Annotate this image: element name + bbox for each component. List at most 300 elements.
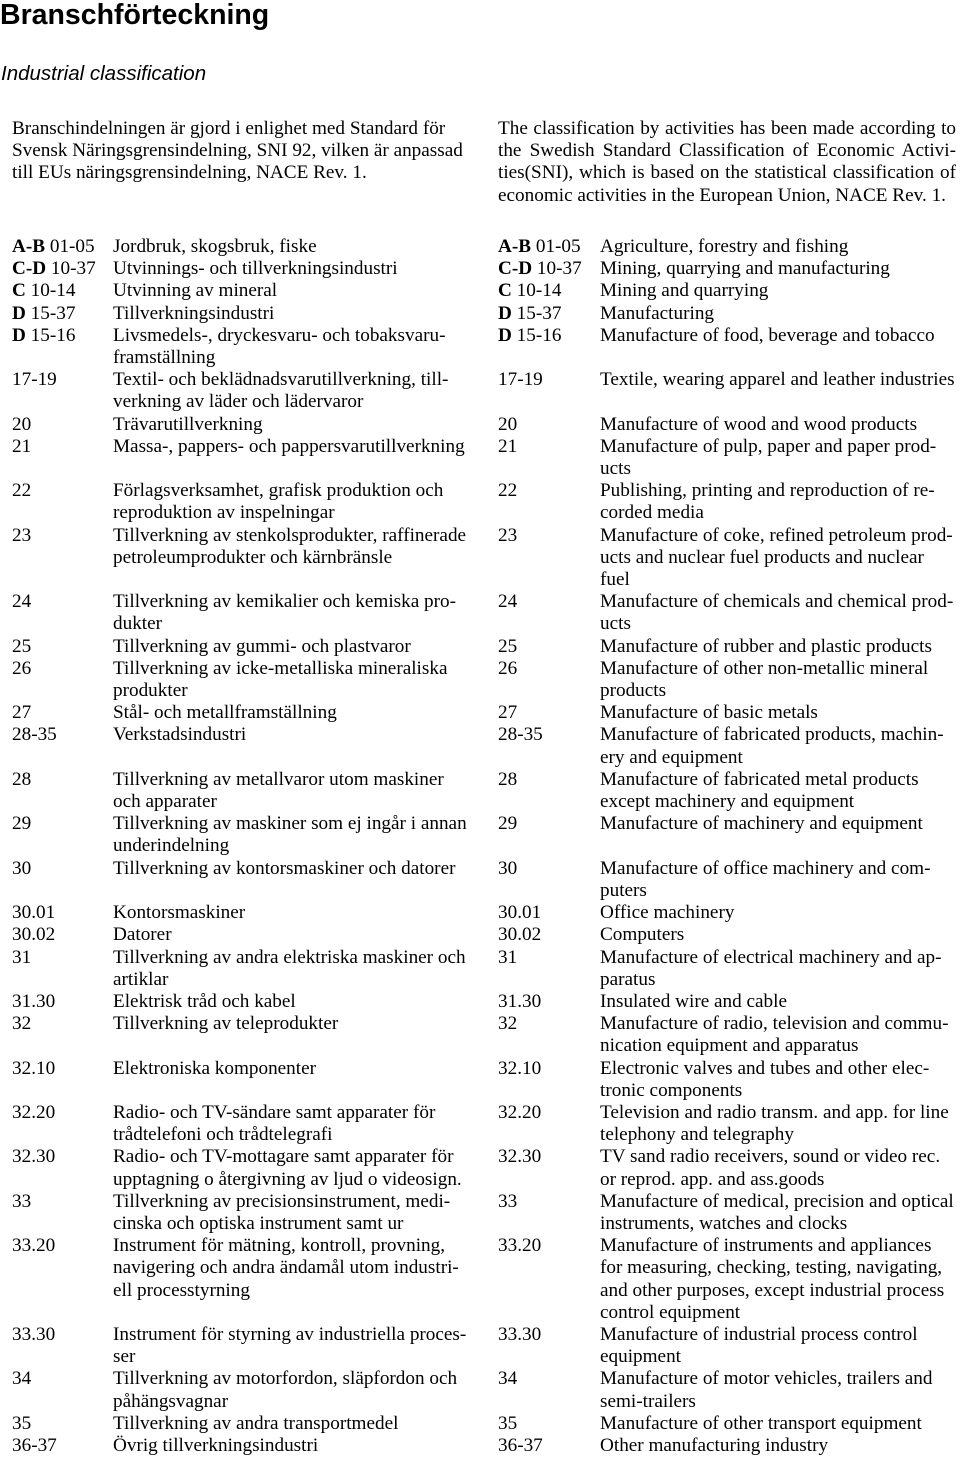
- description-en: [600, 902, 960, 924]
- intro-line: Branschindelningen är gjord i enlighet med Standard för: [12, 118, 446, 139]
- activity-code-en: [498, 1146, 600, 1190]
- code-number: 10-14: [30, 280, 76, 302]
- code-number: 17-19: [12, 369, 57, 391]
- description-sv: [113, 636, 498, 658]
- activity-code-en: [498, 902, 600, 924]
- description-sv: [113, 280, 498, 302]
- code-number: 15-16: [30, 324, 76, 346]
- code-number: 36-37: [498, 1434, 543, 1456]
- code-number: 32: [12, 1013, 32, 1035]
- intro-swedish: [12, 118, 482, 185]
- section-letter: D: [12, 302, 26, 324]
- code-number: 22: [498, 480, 518, 502]
- code-number: 31: [12, 946, 32, 968]
- activity-code-sv: [12, 325, 113, 369]
- description-line: ery and equipment: [600, 746, 743, 768]
- activity-code-en: [498, 280, 600, 302]
- description-line: Manufacture of electrical machinery and ap-: [600, 946, 942, 968]
- description-line: and other purposes, except industrial process: [600, 1279, 945, 1301]
- activity-code-en: [498, 1102, 600, 1146]
- description-sv: [113, 325, 498, 369]
- description-line: upptagning o återgivning av ljud o videosign.: [113, 1168, 462, 1190]
- code-number: 33.30: [12, 1323, 56, 1345]
- description-line: Mining and quarrying: [600, 280, 769, 302]
- activity-code-en: [498, 1368, 600, 1412]
- description-en: [600, 369, 960, 413]
- code-number: 17-19: [498, 369, 543, 391]
- classification-row: [12, 1368, 960, 1412]
- description-en: [600, 1413, 960, 1435]
- description-line: Agriculture, forestry and fishing: [600, 236, 849, 257]
- description-line: Manufacture of motor vehicles, trailers and: [600, 1368, 933, 1390]
- classification-row: [12, 1013, 960, 1057]
- description-line: Trävarutillverkning: [113, 413, 263, 435]
- description-line: Manufacture of machinery and equipment: [600, 813, 923, 835]
- description-sv: [113, 902, 498, 924]
- description-en: [600, 1191, 960, 1235]
- description-sv: [113, 1146, 498, 1190]
- code-number: 15-37: [30, 302, 76, 324]
- activity-code-en: [498, 658, 600, 702]
- description-line: Publishing, printing and reproduction of re-: [600, 480, 935, 502]
- activity-code-en: [498, 769, 600, 813]
- description-line: Förlagsverksamhet, grafisk produktion och: [113, 480, 444, 502]
- description-line: Manufacture of basic metals: [600, 702, 818, 724]
- description-line: Stål- och metallframställning: [113, 702, 337, 724]
- activity-code-en: [498, 1435, 600, 1457]
- code-number: 32.20: [498, 1101, 542, 1123]
- code-number: 21: [12, 435, 32, 457]
- code-number: 23: [498, 524, 518, 546]
- activity-code-en: [498, 325, 600, 369]
- activity-code-sv: [12, 1191, 113, 1235]
- code-number: 32.10: [12, 1057, 56, 1079]
- activity-code-en: [498, 1058, 600, 1102]
- description-sv: [113, 924, 498, 946]
- code-number: 33: [12, 1190, 32, 1212]
- activity-code-en: [498, 303, 600, 325]
- description-line: Datorer: [113, 924, 172, 946]
- description-line: puters: [600, 879, 647, 901]
- description-line: except machinery and equipment: [600, 791, 855, 813]
- code-number: 33.20: [498, 1235, 542, 1257]
- classification-table: [12, 236, 960, 1457]
- description-line: Textil- och beklädnadsvarutillverkning, till-: [113, 369, 449, 391]
- description-en: [600, 947, 960, 991]
- description-line: cinska och optiska instrument samt ur: [113, 1212, 404, 1234]
- activity-code-sv: [12, 1013, 113, 1057]
- intro-line: till EUs näringsgrensindelning, NACE Rev. 1.: [12, 162, 367, 184]
- description-line: Livsmedels-, dryckesvaru- och tobaksvaru-: [113, 324, 446, 346]
- description-line: påhängsvagnar: [113, 1390, 229, 1412]
- description-line: products: [600, 680, 667, 702]
- description-line: Elektroniska komponenter: [113, 1057, 317, 1079]
- description-line: Tillverkning av gummi- och plastvaror: [113, 635, 411, 657]
- description-line: Tillverkning av maskiner som ej ingår i annan: [113, 813, 467, 835]
- description-line: framställning: [113, 347, 216, 369]
- activity-code-en: [498, 436, 600, 480]
- description-sv: [113, 1191, 498, 1235]
- classification-row: [12, 858, 960, 902]
- intro-line: The classification by activities has been made according to: [498, 118, 956, 139]
- description-line: Manufacture of fabricated metal products: [600, 768, 919, 790]
- description-sv: [113, 258, 498, 280]
- description-line: Manufacturing: [600, 302, 715, 324]
- description-en: [600, 658, 960, 702]
- description-line: Manufacture of fabricated products, machin-: [600, 724, 944, 746]
- activity-code-sv: [12, 591, 113, 635]
- classification-row: [12, 414, 960, 436]
- section-letter: C-D: [498, 258, 533, 280]
- description-line: nication equipment and apparatus: [600, 1035, 859, 1057]
- activity-code-en: [498, 414, 600, 436]
- activity-code-en: [498, 1013, 600, 1057]
- code-number: 25: [498, 635, 518, 657]
- activity-code-sv: [12, 769, 113, 813]
- activity-code-sv: [12, 1368, 113, 1412]
- description-line: Tillverkning av kemikalier och kemiska pro-: [113, 591, 456, 613]
- activity-code-sv: [12, 636, 113, 658]
- description-line: Tillverkning av icke-metalliska mineraliska: [113, 657, 448, 679]
- code-number: 34: [12, 1368, 32, 1390]
- activity-code-sv: [12, 1102, 113, 1146]
- code-number: 10-37: [50, 258, 96, 280]
- description-line: Tillverkning av stenkolsprodukter, raffinerade: [113, 524, 467, 546]
- description-en: [600, 1368, 960, 1412]
- description-sv: [113, 1013, 498, 1057]
- activity-code-en: [498, 924, 600, 946]
- description-line: Mining, quarrying and manufacturing: [600, 258, 890, 280]
- description-line: or reprod. app. and ass.goods: [600, 1168, 825, 1190]
- activity-code-en: [498, 702, 600, 724]
- classification-row: [12, 236, 960, 258]
- description-line: artiklar: [113, 968, 169, 990]
- description-line: Verkstadsindustri: [113, 724, 247, 746]
- activity-code-en: [498, 1235, 600, 1324]
- description-en: [600, 303, 960, 325]
- description-sv: [113, 236, 498, 258]
- code-number: 15-37: [516, 302, 562, 324]
- classification-row: [12, 1102, 960, 1146]
- description-sv: [113, 1235, 498, 1324]
- description-sv: [113, 369, 498, 413]
- description-en: [600, 1435, 960, 1457]
- description-en: [600, 591, 960, 635]
- classification-row: [12, 1413, 960, 1435]
- intro-line: Svensk Näringsgrensindelning, SNI 92, vilken är anpassad: [12, 140, 463, 162]
- activity-code-sv: [12, 1413, 113, 1435]
- classification-row: [12, 1058, 960, 1102]
- description-line: control equipment: [600, 1301, 741, 1323]
- activity-code-en: [498, 636, 600, 658]
- classification-row: [12, 1191, 960, 1235]
- classification-row: [12, 924, 960, 946]
- code-number: 30: [12, 857, 32, 879]
- description-line: Manufacture of wood and wood products: [600, 413, 918, 435]
- classification-row: [12, 303, 960, 325]
- section-letter: C: [498, 280, 512, 302]
- code-number: 32.30: [12, 1146, 56, 1168]
- activity-code-en: [498, 1324, 600, 1368]
- code-number: 30.01: [498, 902, 542, 924]
- activity-code-sv: [12, 480, 113, 524]
- description-line: Electronic valves and tubes and other elec-: [600, 1057, 930, 1079]
- classification-row: [12, 947, 960, 991]
- activity-code-sv: [12, 258, 113, 280]
- description-line: trådtelefoni och trådtelegrafi: [113, 1124, 333, 1146]
- classification-row: [12, 1324, 960, 1368]
- description-sv: [113, 303, 498, 325]
- code-number: 21: [498, 435, 518, 457]
- description-en: [600, 436, 960, 480]
- description-line: Tillverkning av metallvaror utom maskiner: [113, 768, 444, 790]
- description-line: verkning av läder och lädervaror: [113, 391, 364, 413]
- description-en: [600, 1058, 960, 1102]
- description-line: Övrig tillverkningsindustri: [113, 1434, 319, 1456]
- description-line: for measuring, checking, testing, navigating,: [600, 1257, 943, 1279]
- code-number: 32.30: [498, 1146, 542, 1168]
- code-number: 30: [498, 857, 518, 879]
- description-en: [600, 636, 960, 658]
- code-number: 23: [12, 524, 32, 546]
- description-line: Massa-, pappers- och pappersvarutillverkning: [113, 435, 465, 457]
- section-letter: C: [12, 280, 26, 302]
- description-sv: [113, 1058, 498, 1102]
- description-line: dukter: [113, 613, 163, 635]
- description-line: ucts: [600, 458, 631, 480]
- intro-line: economic activities in the European Union, NACE Rev. 1.: [498, 184, 946, 206]
- classification-row: [12, 769, 960, 813]
- description-en: [600, 1146, 960, 1190]
- activity-code-en: [498, 480, 600, 524]
- description-en: [600, 236, 960, 258]
- description-en: [600, 1102, 960, 1146]
- code-number: 30.01: [12, 902, 56, 924]
- description-en: [600, 325, 960, 369]
- description-line: instruments, watches and clocks: [600, 1212, 848, 1234]
- description-sv: [113, 769, 498, 813]
- code-number: 28: [498, 768, 518, 790]
- classification-row: [12, 902, 960, 924]
- activity-code-sv: [12, 813, 113, 857]
- code-number: 26: [12, 657, 32, 679]
- description-sv: [113, 525, 498, 592]
- code-number: 28-35: [12, 724, 57, 746]
- intro-line: the Swedish Standard Classification of Economic Activi-: [498, 140, 956, 162]
- code-number: 33.30: [498, 1323, 542, 1345]
- activity-code-sv: [12, 658, 113, 702]
- section-letter: C-D: [12, 258, 47, 280]
- description-line: Manufacture of radio, television and commu-: [600, 1013, 949, 1035]
- description-line: ser: [113, 1346, 136, 1368]
- description-line: corded media: [600, 502, 704, 524]
- description-line: Office machinery: [600, 902, 735, 924]
- description-en: [600, 991, 960, 1013]
- section-letter: D: [498, 324, 512, 346]
- description-sv: [113, 414, 498, 436]
- code-number: 20: [498, 413, 518, 435]
- classification-row: [12, 258, 960, 280]
- code-number: 01-05: [535, 236, 581, 257]
- activity-code-sv: [12, 303, 113, 325]
- description-line: Manufacture of pulp, paper and paper prod-: [600, 435, 937, 457]
- description-en: [600, 480, 960, 524]
- description-en: [600, 258, 960, 280]
- description-en: [600, 280, 960, 302]
- description-line: Radio- och TV-sändare samt apparater för: [113, 1101, 436, 1123]
- description-line: Manufacture of office machinery and com-: [600, 857, 931, 879]
- description-line: Manufacture of medical, precision and optical: [600, 1190, 954, 1212]
- description-line: ucts and nuclear fuel products and nuclear: [600, 546, 924, 568]
- description-line: Manufacture of chemicals and chemical prod-: [600, 591, 954, 613]
- description-en: [600, 1324, 960, 1368]
- description-en: [600, 414, 960, 436]
- description-line: semi-trailers: [600, 1390, 696, 1412]
- classification-row: [12, 724, 960, 768]
- classification-row: [12, 436, 960, 480]
- code-number: 28-35: [498, 724, 543, 746]
- activity-code-en: [498, 591, 600, 635]
- code-number: 31.30: [498, 990, 542, 1012]
- description-en: [600, 858, 960, 902]
- description-line: Insulated wire and cable: [600, 990, 787, 1012]
- description-sv: [113, 702, 498, 724]
- activity-code-sv: [12, 924, 113, 946]
- activity-code-sv: [12, 1235, 113, 1324]
- code-number: 24: [498, 591, 518, 613]
- description-line: Tillverkning av andra transportmedel: [113, 1412, 399, 1434]
- code-number: 15-16: [516, 324, 562, 346]
- activity-code-sv: [12, 902, 113, 924]
- code-number: 31: [498, 946, 518, 968]
- description-line: Instrument för mätning, kontroll, provning,: [113, 1235, 446, 1257]
- code-number: 32: [498, 1013, 518, 1035]
- classification-row: [12, 525, 960, 592]
- code-number: 35: [12, 1412, 32, 1434]
- classification-row: [12, 480, 960, 524]
- code-number: 28: [12, 768, 32, 790]
- description-line: Other manufacturing industry: [600, 1434, 829, 1456]
- description-en: [600, 1235, 960, 1324]
- classification-row: [12, 813, 960, 857]
- description-line: Manufacture of food, beverage and tobacco: [600, 324, 935, 346]
- description-line: reproduktion av inspelningar: [113, 502, 335, 524]
- classification-row: [12, 702, 960, 724]
- code-number: 36-37: [12, 1434, 57, 1456]
- code-number: 29: [12, 813, 32, 835]
- activity-code-en: [498, 236, 600, 258]
- description-line: underindelning: [113, 835, 230, 857]
- code-number: 20: [12, 413, 32, 435]
- code-number: 33: [498, 1190, 518, 1212]
- description-sv: [113, 591, 498, 635]
- description-sv: [113, 991, 498, 1013]
- description-line: Kontorsmaskiner: [113, 902, 246, 924]
- activity-code-en: [498, 947, 600, 991]
- description-en: [600, 1013, 960, 1057]
- classification-row: [12, 658, 960, 702]
- activity-code-sv: [12, 858, 113, 902]
- description-sv: [113, 436, 498, 480]
- code-number: 32.10: [498, 1057, 542, 1079]
- description-sv: [113, 480, 498, 524]
- description-en: [600, 769, 960, 813]
- activity-code-sv: [12, 947, 113, 991]
- description-line: tronic components: [600, 1079, 743, 1101]
- intro-line: ties(SNI), which is based on the statistical classification of: [498, 162, 956, 184]
- description-sv: [113, 1324, 498, 1368]
- description-line: Tillverkning av precisionsinstrument, medi-: [113, 1190, 451, 1212]
- description-line: Jordbruk, skogsbruk, fiske: [113, 236, 317, 257]
- section-letter: A-B: [12, 236, 46, 257]
- code-number: 10-14: [516, 280, 562, 302]
- description-line: navigering och andra ändamål utom industri-: [113, 1257, 459, 1279]
- description-line: Manufacture of industrial process control: [600, 1323, 918, 1345]
- classification-row: [12, 1435, 960, 1457]
- classification-row: [12, 591, 960, 635]
- description-en: [600, 525, 960, 592]
- description-sv: [113, 813, 498, 857]
- activity-code-en: [498, 813, 600, 857]
- description-line: produkter: [113, 680, 188, 702]
- description-line: Manufacture of instruments and appliances: [600, 1235, 932, 1257]
- classification-row: [12, 1146, 960, 1190]
- classification-row: [12, 1235, 960, 1324]
- description-sv: [113, 1102, 498, 1146]
- description-sv: [113, 658, 498, 702]
- code-number: 35: [498, 1412, 518, 1434]
- description-line: Manufacture of other non-metallic mineral: [600, 657, 929, 679]
- description-sv: [113, 947, 498, 991]
- activity-code-sv: [12, 436, 113, 480]
- description-en: [600, 724, 960, 768]
- activity-code-en: [498, 991, 600, 1013]
- description-line: telephony and telegraphy: [600, 1124, 794, 1146]
- activity-code-sv: [12, 724, 113, 768]
- classification-row: [12, 991, 960, 1013]
- description-line: Computers: [600, 924, 685, 946]
- description-line: paratus: [600, 968, 656, 990]
- code-number: 24: [12, 591, 32, 613]
- description-line: petroleumprodukter och kärnbränsle: [113, 546, 393, 568]
- activity-code-en: [498, 724, 600, 768]
- activity-code-sv: [12, 1435, 113, 1457]
- page-subtitle: Industrial classification: [1, 62, 207, 85]
- description-line: Manufacture of rubber and plastic products: [600, 635, 932, 657]
- activity-code-sv: [12, 280, 113, 302]
- description-sv: [113, 1368, 498, 1412]
- description-line: Manufacture of coke, refined petroleum prod-: [600, 524, 953, 546]
- description-line: Tillverkning av motorfordon, släpfordon och: [113, 1368, 458, 1390]
- activity-code-en: [498, 1191, 600, 1235]
- code-number: 22: [12, 480, 32, 502]
- description-line: Tillverkningsindustri: [113, 302, 275, 324]
- activity-code-en: [498, 525, 600, 592]
- description-line: Tillverkning av andra elektriska maskiner och: [113, 946, 466, 968]
- activity-code-en: [498, 1413, 600, 1435]
- page-title: Branschförteckning: [0, 0, 270, 31]
- activity-code-sv: [12, 525, 113, 592]
- description-sv: [113, 858, 498, 902]
- description-line: Television and radio transm. and app. for line: [600, 1101, 949, 1123]
- code-number: 10-37: [536, 258, 582, 280]
- code-number: 32.20: [12, 1101, 56, 1123]
- section-letter: D: [12, 324, 26, 346]
- activity-code-sv: [12, 369, 113, 413]
- description-line: ell processtyrning: [113, 1279, 250, 1301]
- code-number: 30.02: [12, 924, 56, 946]
- classification-row: [12, 369, 960, 413]
